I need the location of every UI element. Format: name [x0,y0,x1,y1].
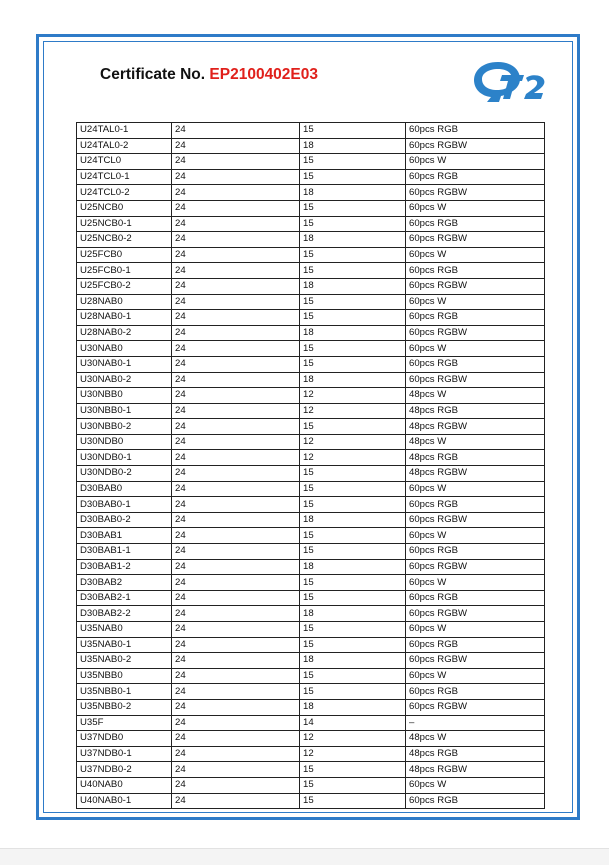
voltage-cell: 24 [172,699,300,715]
model-cell: U30NDB0 [77,434,172,450]
voltage-cell: 24 [172,169,300,185]
model-cell: U30NAB0-1 [77,356,172,372]
table-row [77,481,545,497]
voltage-cell: 24 [172,294,300,310]
power-cell: 15 [300,575,406,591]
model-cell: U35F [77,715,172,731]
power-cell: 15 [300,684,406,700]
voltage-cell: 24 [172,325,300,341]
table-row [77,403,545,419]
voltage-cell: 24 [172,450,300,466]
model-cell: D30BAB2 [77,575,172,591]
led-config-cell: 60pcs W [406,341,545,357]
table-row [77,185,545,201]
product-spec-table [76,122,545,809]
power-cell: 15 [300,637,406,653]
power-cell: 15 [300,622,406,638]
power-cell: 15 [300,341,406,357]
led-config-cell: 60pcs W [406,481,545,497]
led-config-cell: 60pcs W [406,294,545,310]
led-config-cell: 48pcs W [406,434,545,450]
power-cell: 15 [300,668,406,684]
power-cell: 12 [300,450,406,466]
voltage-cell: 24 [172,372,300,388]
power-cell: 15 [300,123,406,139]
table-row [77,746,545,762]
led-config-cell: 60pcs RGBW [406,699,545,715]
power-cell: 15 [300,777,406,793]
logo-t-shape [500,75,524,99]
power-cell: 18 [300,372,406,388]
table-row [77,154,545,170]
power-cell: 15 [300,481,406,497]
led-config-cell: 48pcs RGB [406,746,545,762]
led-config-cell: 60pcs RGB [406,356,545,372]
voltage-cell: 24 [172,466,300,482]
voltage-cell: 24 [172,138,300,154]
voltage-cell: 24 [172,388,300,404]
model-cell: D30BAB2-1 [77,590,172,606]
model-cell: U25NCB0-1 [77,216,172,232]
led-config-cell: 60pcs RGB [406,497,545,513]
led-config-cell: 60pcs W [406,777,545,793]
led-config-cell: 60pcs RGB [406,793,545,809]
voltage-cell: 24 [172,653,300,669]
model-cell: D30BAB0 [77,481,172,497]
voltage-cell: 24 [172,247,300,263]
voltage-cell: 24 [172,793,300,809]
model-cell: U25FCB0-2 [77,278,172,294]
led-config-cell: 60pcs W [406,154,545,170]
table-row [77,622,545,638]
power-cell: 15 [300,590,406,606]
table-row [77,419,545,435]
led-config-cell: 60pcs RGBW [406,325,545,341]
power-cell: 15 [300,466,406,482]
led-config-cell: 60pcs RGBW [406,138,545,154]
voltage-cell: 24 [172,154,300,170]
power-cell: 15 [300,263,406,279]
voltage-cell: 24 [172,622,300,638]
voltage-cell: 24 [172,762,300,778]
table-row [77,138,545,154]
power-cell: 18 [300,185,406,201]
voltage-cell: 24 [172,216,300,232]
voltage-cell: 24 [172,185,300,201]
model-cell: U24TCL0-1 [77,169,172,185]
power-cell: 18 [300,559,406,575]
model-cell: U35NAB0-2 [77,653,172,669]
model-cell: U30NDB0-2 [77,466,172,482]
certificate-heading [100,66,318,84]
table-row [77,263,545,279]
led-config-cell: 48pcs RGB [406,403,545,419]
voltage-cell: 24 [172,777,300,793]
table-row [77,325,545,341]
power-cell: 18 [300,232,406,248]
table-row [77,388,545,404]
model-cell: U24TAL0-1 [77,123,172,139]
led-config-cell: 60pcs RGBW [406,185,545,201]
power-cell: 15 [300,762,406,778]
power-cell: 12 [300,731,406,747]
certificate-number: EP2100402E03 [209,66,319,83]
led-config-cell: – [406,715,545,731]
table-row [77,762,545,778]
led-config-cell: 60pcs RGB [406,123,545,139]
power-cell: 14 [300,715,406,731]
table-row [77,699,545,715]
power-cell: 15 [300,247,406,263]
led-config-cell: 48pcs RGBW [406,762,545,778]
voltage-cell: 24 [172,575,300,591]
model-cell: U30NAB0 [77,341,172,357]
table-row [77,372,545,388]
model-cell: U30NDB0-1 [77,450,172,466]
table-row [77,653,545,669]
power-cell: 15 [300,310,406,326]
table-row [77,731,545,747]
table-row [77,684,545,700]
model-cell: U40NAB0-1 [77,793,172,809]
table-row [77,123,545,139]
power-cell: 18 [300,138,406,154]
voltage-cell: 24 [172,481,300,497]
model-cell: U37NDB0 [77,731,172,747]
model-cell: U25FCB0-1 [77,263,172,279]
table-row [77,590,545,606]
led-config-cell: 60pcs RGB [406,684,545,700]
led-config-cell: 60pcs RGBW [406,372,545,388]
model-cell: U24TCL0-2 [77,185,172,201]
power-cell: 18 [300,278,406,294]
voltage-cell: 24 [172,606,300,622]
qt2-logo [468,56,552,106]
certificate-label: Certificate No. [100,66,206,83]
led-config-cell: 60pcs W [406,247,545,263]
led-config-cell: 48pcs RGBW [406,466,545,482]
led-config-cell: 60pcs RGBW [406,232,545,248]
model-cell: D30BAB0-2 [77,512,172,528]
power-cell: 15 [300,294,406,310]
table-row [77,528,545,544]
voltage-cell: 24 [172,731,300,747]
led-config-cell: 48pcs W [406,731,545,747]
voltage-cell: 24 [172,123,300,139]
voltage-cell: 24 [172,684,300,700]
voltage-cell: 24 [172,559,300,575]
table-row [77,793,545,809]
power-cell: 18 [300,512,406,528]
table-row [77,559,545,575]
table-row [77,777,545,793]
voltage-cell: 24 [172,512,300,528]
model-cell: U35NBB0-2 [77,699,172,715]
power-cell: 18 [300,653,406,669]
voltage-cell: 24 [172,232,300,248]
model-cell: U35NAB0-1 [77,637,172,653]
power-cell: 15 [300,154,406,170]
power-cell: 15 [300,528,406,544]
model-cell: D30BAB2-2 [77,606,172,622]
led-config-cell: 48pcs RGB [406,450,545,466]
model-cell: U24TAL0-2 [77,138,172,154]
model-cell: U37NDB0-1 [77,746,172,762]
led-config-cell: 60pcs RGBW [406,606,545,622]
model-cell: D30BAB0-1 [77,497,172,513]
voltage-cell: 24 [172,590,300,606]
table-row [77,278,545,294]
model-cell: U28NAB0-2 [77,325,172,341]
voltage-cell: 24 [172,403,300,419]
power-cell: 15 [300,200,406,216]
led-config-cell: 60pcs RGBW [406,278,545,294]
power-cell: 18 [300,325,406,341]
table-row [77,232,545,248]
model-cell: U35NAB0 [77,622,172,638]
model-cell: U30NBB0-2 [77,419,172,435]
table-row [77,668,545,684]
voltage-cell: 24 [172,715,300,731]
led-config-cell: 60pcs RGBW [406,559,545,575]
table-row [77,637,545,653]
model-cell: U40NAB0 [77,777,172,793]
led-config-cell: 60pcs RGB [406,310,545,326]
led-config-cell: 60pcs W [406,200,545,216]
power-cell: 15 [300,216,406,232]
power-cell: 15 [300,544,406,560]
voltage-cell: 24 [172,434,300,450]
model-cell: U24TCL0 [77,154,172,170]
led-config-cell: 60pcs RGBW [406,512,545,528]
power-cell: 15 [300,497,406,513]
table-row [77,216,545,232]
voltage-cell: 24 [172,356,300,372]
table-row [77,200,545,216]
voltage-cell: 24 [172,263,300,279]
led-config-cell: 60pcs W [406,528,545,544]
table-row [77,512,545,528]
led-config-cell: 48pcs W [406,388,545,404]
table-row [77,497,545,513]
table-row [77,294,545,310]
voltage-cell: 24 [172,544,300,560]
led-config-cell: 60pcs W [406,622,545,638]
power-cell: 15 [300,419,406,435]
table-row [77,341,545,357]
logo-2-shape [524,75,544,99]
led-config-cell: 60pcs RGB [406,263,545,279]
led-config-cell: 60pcs RGB [406,637,545,653]
model-cell: U30NAB0-2 [77,372,172,388]
model-cell: U28NAB0-1 [77,310,172,326]
power-cell: 15 [300,169,406,185]
table-row [77,247,545,263]
voltage-cell: 24 [172,497,300,513]
power-cell: 12 [300,403,406,419]
power-cell: 18 [300,606,406,622]
voltage-cell: 24 [172,200,300,216]
voltage-cell: 24 [172,419,300,435]
led-config-cell: 60pcs RGB [406,169,545,185]
model-cell: U28NAB0 [77,294,172,310]
power-cell: 18 [300,699,406,715]
led-config-cell: 60pcs W [406,575,545,591]
power-cell: 12 [300,746,406,762]
led-config-cell: 60pcs RGB [406,216,545,232]
model-cell: U35NBB0 [77,668,172,684]
led-config-cell: 48pcs RGBW [406,419,545,435]
voltage-cell: 24 [172,668,300,684]
model-cell: U25FCB0 [77,247,172,263]
power-cell: 12 [300,434,406,450]
table-row [77,606,545,622]
qt2-logo-graphic [468,56,552,106]
power-cell: 15 [300,793,406,809]
model-cell: U30NBB0-1 [77,403,172,419]
model-cell: D30BAB1-2 [77,559,172,575]
voltage-cell: 24 [172,278,300,294]
led-config-cell: 60pcs W [406,668,545,684]
table-row [77,356,545,372]
model-cell: U25NCB0-2 [77,232,172,248]
model-cell: D30BAB1 [77,528,172,544]
viewer-bottom-band [0,848,609,865]
table-row [77,544,545,560]
product-spec-table-body [77,123,545,809]
table-row [77,169,545,185]
led-config-cell: 60pcs RGB [406,544,545,560]
model-cell: D30BAB1-1 [77,544,172,560]
voltage-cell: 24 [172,637,300,653]
model-cell: U25NCB0 [77,200,172,216]
led-config-cell: 60pcs RGBW [406,653,545,669]
voltage-cell: 24 [172,746,300,762]
table-row [77,450,545,466]
led-config-cell: 60pcs RGB [406,590,545,606]
table-row [77,575,545,591]
voltage-cell: 24 [172,528,300,544]
model-cell: U30NBB0 [77,388,172,404]
table-row [77,434,545,450]
power-cell: 12 [300,388,406,404]
model-cell: U37NDB0-2 [77,762,172,778]
table-row [77,310,545,326]
voltage-cell: 24 [172,341,300,357]
table-row [77,466,545,482]
table-row [77,715,545,731]
voltage-cell: 24 [172,310,300,326]
power-cell: 15 [300,356,406,372]
model-cell: U35NBB0-1 [77,684,172,700]
